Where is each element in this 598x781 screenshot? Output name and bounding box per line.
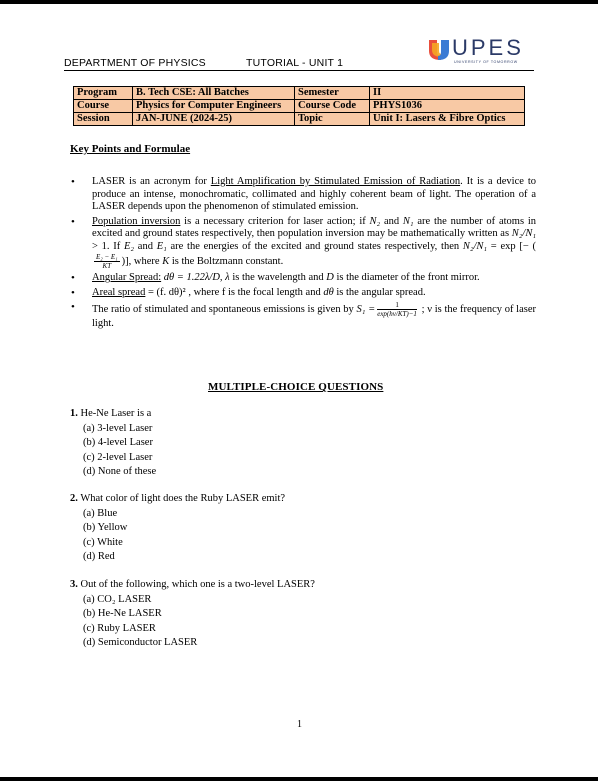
fraction-numerator: E₂ − E₁ [96, 253, 118, 261]
option: (d) None of these [83, 466, 157, 478]
text: )], where [121, 255, 163, 267]
question-number: 1. [70, 408, 78, 419]
cell-session-label: Session [74, 113, 133, 126]
bottom-border [0, 777, 598, 781]
list-item [70, 287, 536, 300]
logo-wordmark: UPES [452, 35, 524, 60]
tutorial-title: TUTORIAL - UNIT 1 [246, 57, 344, 69]
option: (c) Ruby LASER [83, 622, 156, 634]
cell-course-code-value: PHYS1036 [370, 100, 525, 113]
energy-fraction [94, 253, 120, 270]
math: N₂/N₁ [511, 228, 536, 239]
text: is a necessary criterion for laser action; if [180, 215, 370, 227]
list-item [70, 216, 536, 271]
option: (b) He-Ne LASER [83, 608, 162, 620]
question-stem [70, 492, 285, 507]
math: dθ [323, 286, 334, 298]
cell-course-label: Course [74, 100, 133, 113]
emission-ratio-fraction [377, 301, 417, 318]
question-3 [70, 578, 315, 651]
text: is the Boltzmann constant. [169, 255, 284, 267]
math: E₁ [156, 240, 167, 252]
fraction-denominator: KT [102, 262, 112, 270]
cell-course-code-label: Course Code [295, 100, 370, 113]
option: (c) White [83, 536, 123, 548]
question-text: He-Ne Laser is a [80, 408, 152, 419]
question-stem [70, 407, 156, 422]
text: = (f. dθ)² , where f is the focal length and [145, 286, 324, 298]
fraction-denominator: exp(hν/KT)−1 [377, 310, 417, 318]
logo-tagline: UNIVERSITY OF TOMORROW [454, 60, 518, 64]
mcq-section-title: MULTIPLE-CHOICE QUESTIONS [208, 381, 384, 393]
option: (b) 4-level Laser [83, 437, 153, 449]
top-border [0, 0, 598, 4]
text: and [380, 215, 403, 227]
text: is the diameter of the front mirror. [333, 272, 480, 283]
option: (b) Yellow [83, 522, 128, 534]
list-item [70, 301, 536, 331]
math: N₂/N₁ [462, 240, 488, 252]
department-name: DEPARTMENT OF PHYSICS [64, 57, 206, 69]
table-row [74, 100, 525, 113]
text: is the wavelength and [229, 272, 327, 283]
key-points-title: Key Points and Formulae [70, 143, 191, 155]
option: (c) 2-level Laser [83, 451, 153, 463]
text: > 1. If [92, 240, 124, 252]
areal-spread-term: Areal spread [92, 286, 146, 298]
option: (a) CO₂ LASER [83, 593, 152, 605]
cell-course-value: Physics for Computer Engineers [133, 100, 295, 113]
cell-semester-label: Semester [295, 87, 370, 100]
math: S₁ = [356, 303, 376, 315]
question-2 [70, 492, 285, 565]
text: LASER is an acronym for [92, 176, 211, 187]
text: and [134, 240, 157, 252]
angular-spread-term: Angular Spread: [92, 272, 162, 283]
math: K [162, 255, 170, 267]
question-stem [70, 578, 315, 593]
math: E₂ [123, 240, 135, 252]
question-text: What color of light does the Ruby LASER emit? [80, 493, 286, 504]
laser-acronym-expansion: Light Amplification by Stimulated Emission of Radiation [210, 176, 461, 187]
upes-logo-icon [426, 37, 452, 63]
cell-session-value: JAN-JUNE (2024-25) [133, 113, 295, 126]
header-divider [64, 70, 534, 71]
course-info-table [73, 86, 525, 126]
option: (d) Red [83, 551, 115, 563]
option: (a) Blue [83, 507, 118, 519]
math: D [326, 272, 334, 283]
text: . It is a device to produce an intense, monochromatic, collimated and highly coherent beam of light. The operation of a LASER depends upon the phenomenon of stimulated emission. [92, 176, 536, 212]
population-inversion-term: Population inversion [92, 215, 181, 227]
question-1 [70, 407, 156, 480]
table-row [74, 87, 525, 100]
text: ; ν is the frequency of laser light. [92, 303, 536, 329]
text: are the energies of the excited and ground states respectively, then [166, 240, 463, 252]
text: The ratio of stimulated and spontaneous emissions is given by [92, 303, 357, 315]
table-row [74, 113, 525, 126]
upes-logo [426, 37, 536, 69]
cell-semester-value: II [370, 87, 525, 100]
text: are the number of atoms in excited and ground states respectively, then population inversion may be mathematically written as [92, 215, 536, 239]
cell-program-label: Program [74, 87, 133, 100]
question-number: 2. [70, 493, 78, 504]
cell-topic-value: Unit I: Lasers & Fibre Optics [370, 113, 525, 126]
fraction-numerator: 1 [377, 301, 417, 310]
key-points-list [70, 176, 536, 333]
math: N₂ [369, 215, 381, 227]
option: (a) 3-level Laser [83, 422, 153, 434]
list-item [70, 272, 536, 285]
text: is the angular spread. [333, 286, 426, 298]
math: λ [225, 272, 230, 283]
page-number: 1 [297, 719, 302, 730]
question-number: 3. [70, 579, 78, 590]
cell-program-value: B. Tech CSE: All Batches [133, 87, 295, 100]
option: (d) Semiconductor LASER [83, 637, 198, 649]
cell-topic-label: Topic [295, 113, 370, 126]
math: N₁ [402, 215, 414, 227]
text: = exp [− ( [487, 240, 536, 252]
list-item [70, 176, 536, 214]
math: dθ = 1.22λ/D, [161, 272, 226, 283]
question-text: Out of the following, which one is a two-level LASER? [80, 579, 315, 590]
